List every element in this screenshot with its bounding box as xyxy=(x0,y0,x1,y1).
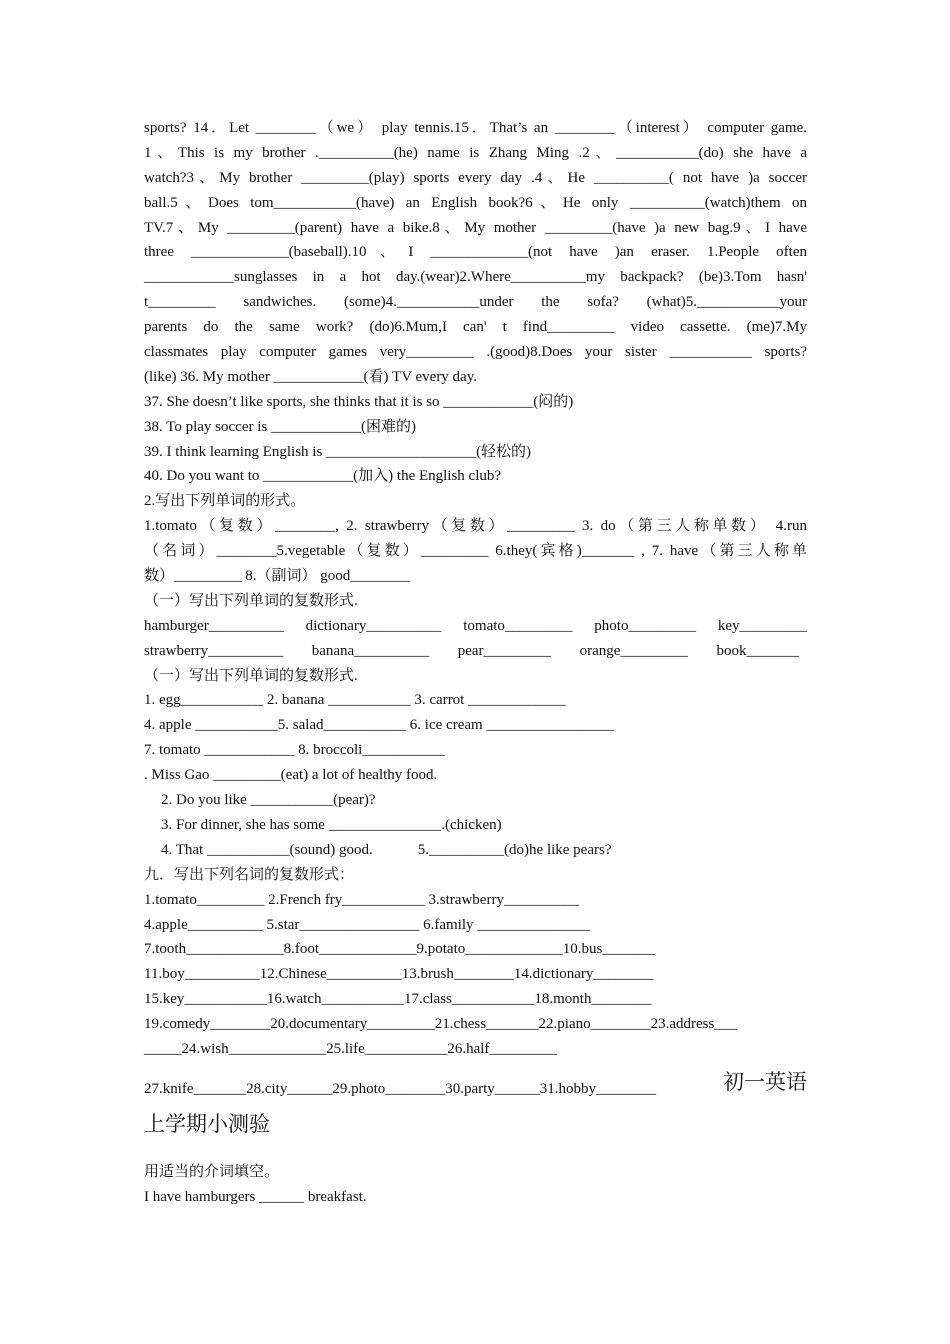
text-line-25: 4. apple ___________5. salad___________ 6. ice cream _________________ xyxy=(144,717,614,734)
text-line-34: 7.tooth_____________8.foot_____________9.potato_____________10.bus_______ xyxy=(144,941,655,958)
text-line-9: parents do the same work? (do)6.Mum,I can' t find_________ video cassette. (me)7.My xyxy=(144,319,807,336)
text-line-1: sports? 14．Let ________（we） play tennis.15．That’s an ________（interest） computer game. xyxy=(144,120,807,136)
text-line-26: 7. tomato ____________ 8. broccoli___________ xyxy=(144,742,445,759)
text-line-7: ____________sunglasses in a hot day.(wear)2.Where__________my backpack? (be)3.Tom hasn' xyxy=(144,269,807,286)
text-line-33: 4.apple__________ 5.star________________ 6.family _______________ xyxy=(144,916,590,933)
text-line-17: 1.tomato（复数）________, 2. strawberry（复数）_________ 3. do（第三人称单数） 4.run xyxy=(144,518,807,535)
text-line-37: 19.comedy________20.documentary_________21.chess_______22.piano________23.address___ xyxy=(144,1016,737,1033)
text-line-35: 11.boy__________12.Chinese__________13.brush________14.dictionary________ xyxy=(144,966,654,983)
spacer xyxy=(144,1146,807,1160)
instruction: 用适当的介词填空。 xyxy=(144,1163,280,1180)
text-line-12: 37. She doesn’t like sports, she thinks that it is so ____________(闷的) xyxy=(144,393,574,410)
text-line-3: watch?3、My brother _________(play) sports every day .4、He __________( not have )a soccer xyxy=(144,169,807,186)
section-heading-word-forms: 2.写出下列单词的形式。 xyxy=(144,493,306,510)
text-line-27: . Miss Gao _________(eat) a lot of healthy food. xyxy=(144,767,438,784)
text-line-36: 15.key___________16.watch___________17.class___________18.month________ xyxy=(144,991,652,1008)
text-line-15: 40. Do you want to ____________(加入) the English club? xyxy=(144,468,502,485)
text-line-29: 3. For dinner, she has some _______________.(chicken) xyxy=(161,816,502,833)
quiz-title-end: 上学期小测验 xyxy=(144,1111,270,1136)
section-heading-plural-1: （一）写出下列单词的复数形式. xyxy=(144,592,358,609)
text-line-14: 39. I think learning English is ____________________(轻松的) xyxy=(144,443,532,460)
text-line-21: hamburger__________ dictionary__________ tomato_________ photo_________ key_________ xyxy=(144,617,807,634)
text-line-32: 1.tomato_________ 2.French fry___________ 3.strawberry__________ xyxy=(144,891,579,908)
text-line-6: three _____________(baseball).10、I _____________(not have )an eraser. 1.People often xyxy=(144,244,807,261)
text-line-18: （名词）________5.vegetable（复数）_________ 6.they(宾格)_______ , 7. have（第三人称单 xyxy=(144,543,807,560)
worksheet xyxy=(144,116,807,1210)
text-line-13: 38. To play soccer is ____________(困难的) xyxy=(144,418,416,435)
section-heading-plural-nouns: 九．写出下列名词的复数形式： xyxy=(144,866,355,883)
text-line-22: strawberry__________ banana__________ pear_________ orange_________ book_______ xyxy=(144,642,799,659)
text-line-8: t_________ sandwiches. (some)4.___________under the sofa? (what)5.___________your xyxy=(144,294,807,311)
section-heading-plural-2: （一）写出下列单词的复数形式. xyxy=(144,667,358,684)
heading-row xyxy=(144,1062,807,1102)
text-line-19: 数）_________ 8.（副词） good________ xyxy=(144,568,411,585)
text-line-30: 4. That ___________(sound) good. 5.__________(do)he like pears? xyxy=(161,841,612,858)
text-line-5: TV.7、My _________(parent) have a bike.8、My mother _________(have )a new bag.9、I have xyxy=(144,219,807,236)
text-line-11: (like) 36. My mother ____________(看) TV every day. xyxy=(144,368,477,385)
text-line-39: 27.knife_______28.city______29.photo________30.party______31.hobby________ xyxy=(144,1080,657,1097)
quiz-title-start: 初一英语 xyxy=(723,1069,807,1094)
text-line-2: 1、This is my brother .__________(he) name is Zhang Ming .2、___________(do) she have a xyxy=(144,144,807,161)
text-line-4: ball.5、Does tom___________(have) an English book?6、He only __________(watch)them on xyxy=(144,194,807,211)
text-line-24: 1. egg___________ 2. banana ___________ 3. carrot _____________ xyxy=(144,692,566,709)
text-line-38: _____24.wish_____________25.life___________26.half_________ xyxy=(144,1040,557,1057)
text-line-10: classmates play computer games very_________ .(good)8.Does your sister ___________ sports? xyxy=(144,344,807,361)
text-line-28: 2. Do you like ___________(pear)? xyxy=(161,792,376,809)
text-line-last: I have hamburgers ______ breakfast. xyxy=(144,1188,367,1205)
